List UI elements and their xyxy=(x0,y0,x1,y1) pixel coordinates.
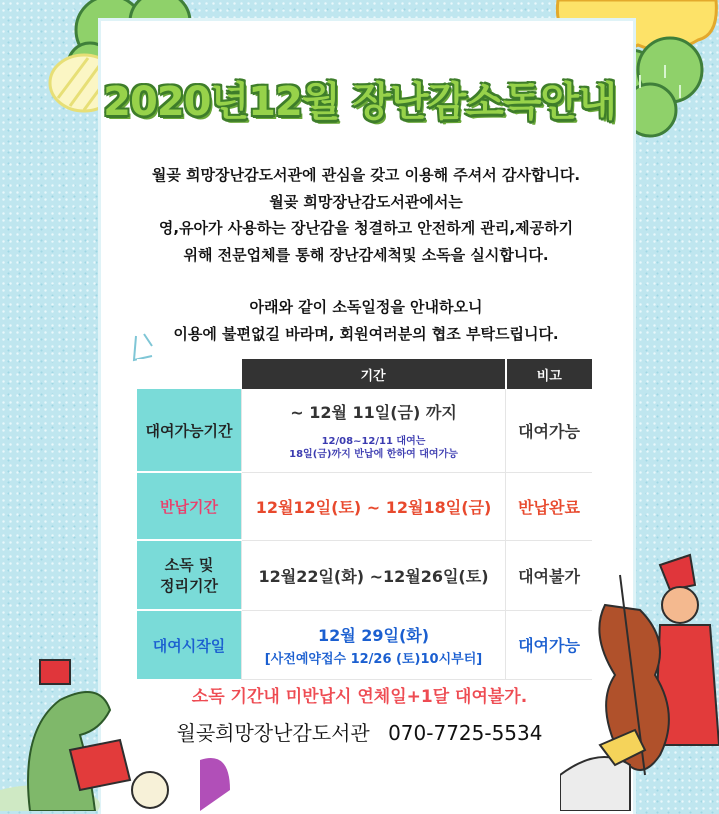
row-note: 대여불가 xyxy=(506,540,593,610)
period-main: ~ 12월 11일(금) 까지 xyxy=(290,402,457,422)
overdue-warning: 소독 기간내 미반납시 연체일+1달 대여불가. xyxy=(191,687,528,707)
row-period xyxy=(242,610,506,679)
period-main: 12월 29일(화) xyxy=(317,625,430,645)
table-row xyxy=(137,389,592,472)
row-label-line: 정리기간 xyxy=(160,577,218,595)
header-period: 기간 xyxy=(242,359,506,389)
row-period: 12월12일(토) ~ 12월18일(금) xyxy=(242,472,506,540)
row-label: 대여가능기간 xyxy=(137,389,242,472)
header-note: 비고 xyxy=(506,359,593,389)
period-sub-line: 18일(금)까지 반납에 한하여 대여가능 xyxy=(289,448,458,460)
intro-line: 아래와 같이 소독일정을 안내하오니 xyxy=(249,298,483,316)
intro-line: 위해 전문업체를 통해 장난감세척및 소독을 실시합니다. xyxy=(183,245,549,264)
period-sub-line: 12/08~12/11 대여는 xyxy=(321,435,426,447)
intro-line: 월곶 희망장난감도서관에 관심을 갖고 이용해 주셔서 감사합니다. xyxy=(151,166,581,184)
row-label-line: 소독 및 xyxy=(164,556,214,574)
row-note: 대여가능 xyxy=(506,389,593,472)
row-note: 대여가능 xyxy=(506,610,593,679)
row-label xyxy=(137,540,242,610)
intro-line: 영,유아가 사용하는 장난감을 청결하고 안전하게 관리,제공하기 xyxy=(158,219,574,237)
period-sub xyxy=(242,435,505,461)
row-note: 반납완료 xyxy=(506,472,593,540)
phone-number: 070-7725-5534 xyxy=(388,721,543,745)
intro-text xyxy=(98,162,634,347)
row-label: 반납기간 xyxy=(137,472,242,540)
table-header-row xyxy=(137,359,592,389)
table-row xyxy=(137,472,592,540)
page-title: 2020년12월 장난감소독안내 xyxy=(103,79,616,125)
dinosaur-drummer-illustration xyxy=(0,640,230,811)
library-name: 월곶희망장난감도서관 xyxy=(176,721,370,745)
table-row xyxy=(137,540,592,610)
intro-line: 이용에 불편없길 바라며, 회원여러분의 협조 부탁드립니다. xyxy=(173,324,559,343)
schedule-table xyxy=(137,359,592,680)
row-label: 대여시작일 xyxy=(137,610,242,679)
intro-line: 월곶 희망장난감도서관에서는 xyxy=(269,192,463,211)
row-period xyxy=(242,389,506,472)
header-blank xyxy=(137,359,242,389)
row-period: 12월22일(화) ~12월26일(토) xyxy=(242,540,506,610)
girl-violinist-illustration xyxy=(560,545,719,811)
period-sub: [사전예약접수 12/26 (토)10시부터] xyxy=(264,651,483,667)
